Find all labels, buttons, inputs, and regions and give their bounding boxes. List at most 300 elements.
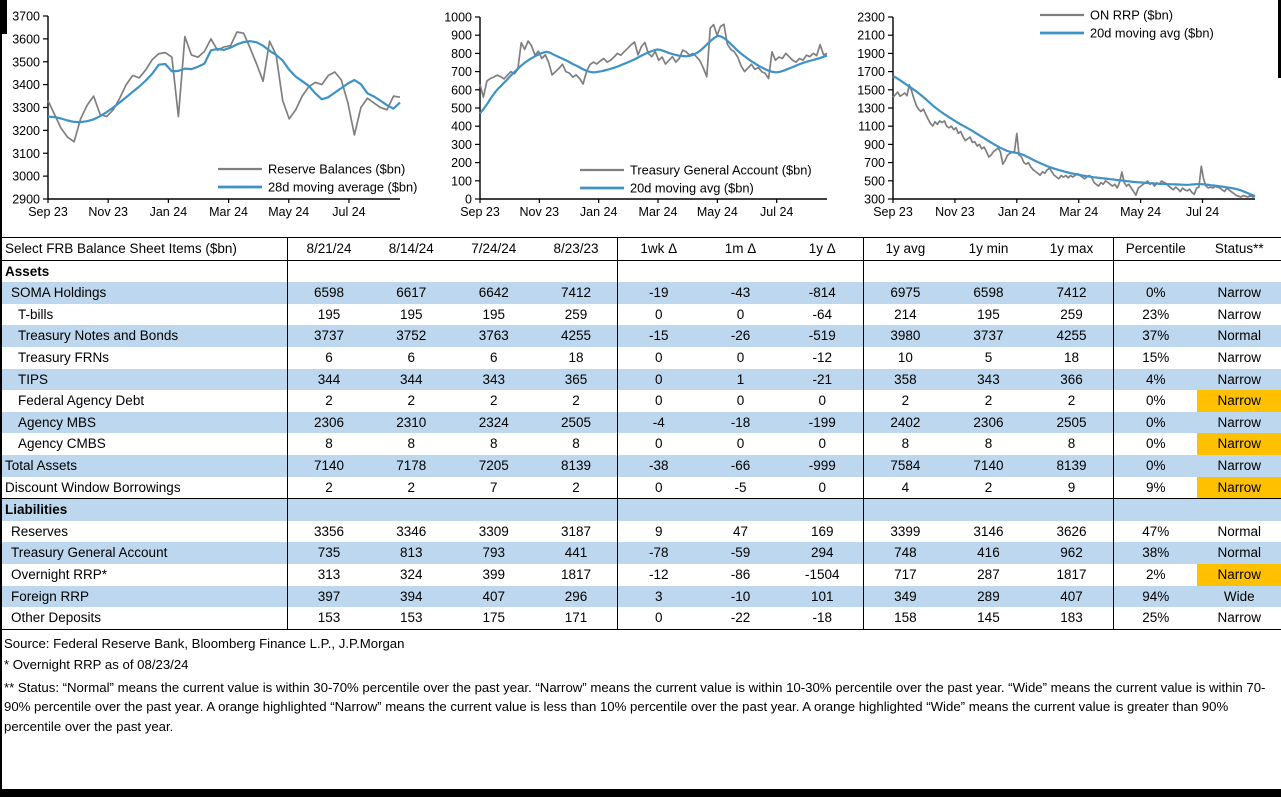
value-cell: 6975 (864, 282, 947, 304)
value-cell: 1 (700, 369, 782, 391)
value-cell (782, 499, 864, 521)
value-cell: 171 (564, 610, 588, 626)
value-cell: 6598 (288, 282, 371, 304)
table-row (1, 542, 1281, 564)
row-label: Agency CMBS (18, 436, 106, 452)
value-cell: 7412 (535, 282, 618, 304)
row-label: Overnight RRP* (11, 566, 108, 582)
frb-balance-sheet-table (0, 237, 1281, 630)
value-cell: -12 (618, 564, 700, 586)
value-cell: 3146 (973, 523, 1004, 539)
table-header-row (1, 238, 1281, 261)
row-label: T-bills (18, 306, 54, 322)
column-header: 1y min (968, 241, 1009, 257)
value-cell: 397 (288, 586, 371, 608)
value-cell: 214 (864, 304, 947, 326)
table-row (1, 521, 1281, 543)
value-cell: 158 (864, 607, 947, 629)
status-cell: Narrow (1217, 610, 1261, 626)
value-cell: 94% (1113, 586, 1197, 608)
series-line (48, 32, 400, 142)
value-cell: -5 (734, 479, 747, 495)
value-cell: 0 (618, 304, 700, 326)
treasury-general-account-chart (430, 0, 855, 235)
value-cell: 0 (736, 436, 745, 452)
value-cell: 0 (618, 369, 700, 391)
value-cell: 2 (489, 393, 498, 409)
value-cell: 366 (1030, 369, 1113, 391)
value-cell: 6 (407, 350, 415, 366)
value-cell: 748 (864, 542, 947, 564)
row-label: TIPS (1, 369, 288, 391)
value-cell: 8 (572, 436, 580, 452)
reserve-balances-chart-box (0, 0, 430, 237)
y-tick-label: 3000 (12, 169, 40, 184)
value-cell: -21 (782, 369, 864, 391)
x-tick-label: Mar 24 (1059, 205, 1099, 219)
value-cell: -38 (618, 455, 700, 477)
column-header: 1y avg (864, 238, 947, 261)
value-cell: 3737 (947, 325, 1030, 347)
row-label: Treasury Notes and Bonds (1, 325, 288, 347)
status-cell: Normal (1217, 523, 1261, 539)
y-tick-label: 3400 (12, 78, 40, 93)
y-tick-label: 800 (451, 46, 472, 61)
value-cell: 47% (1113, 521, 1197, 543)
y-tick-label: 3100 (12, 146, 40, 161)
legend-label: Treasury General Account ($bn) (630, 162, 812, 178)
value-cell: 8 (288, 433, 371, 455)
value-cell: 349 (864, 586, 947, 608)
value-cell (453, 260, 536, 282)
value-cell: 15% (1113, 347, 1197, 369)
value-cell: 2 (407, 393, 415, 409)
row-label: Treasury General Account (1, 542, 288, 564)
y-tick-label: 3300 (12, 101, 40, 115)
legend-label: 28d moving average ($bn) (268, 179, 418, 195)
value-cell: 287 (977, 566, 1000, 582)
value-cell: 101 (782, 586, 864, 608)
y-tick-label: 1900 (857, 46, 885, 61)
page-edge-left (0, 0, 2, 797)
row-label: Foreign RRP (1, 586, 288, 608)
x-tick-label: Mar 24 (638, 205, 678, 219)
value-cell: 7412 (1030, 282, 1113, 304)
value-cell (1113, 499, 1197, 521)
y-tick-label: 300 (451, 137, 472, 152)
status-cell (1197, 499, 1281, 521)
value-cell: 343 (947, 369, 1030, 391)
value-cell: 9 (618, 521, 700, 543)
value-cell: 793 (453, 542, 536, 564)
y-tick-label: 3200 (12, 123, 40, 138)
value-cell: 37% (1113, 325, 1197, 347)
value-cell (700, 499, 782, 521)
value-cell: 0 (618, 477, 700, 499)
value-cell: 407 (1030, 586, 1113, 608)
value-cell (947, 260, 1030, 282)
y-tick-label: 2300 (857, 10, 885, 25)
column-header: 1y Δ (808, 241, 836, 257)
value-cell: 2402 (864, 412, 947, 434)
x-tick-label: Mar 24 (209, 205, 249, 219)
legend-label: 20d moving avg ($bn) (1090, 25, 1214, 41)
y-tick-label: 300 (864, 192, 885, 207)
series-line (480, 24, 827, 97)
x-tick-label: Sep 23 (460, 205, 500, 219)
value-cell: 5 (984, 350, 993, 366)
value-cell: 8 (984, 436, 993, 452)
value-cell: 3626 (1056, 523, 1087, 539)
value-cell: 0 (618, 390, 700, 412)
y-tick-label: 3500 (12, 55, 40, 70)
value-cell: 2306 (947, 412, 1030, 434)
value-cell (864, 260, 947, 282)
y-tick-label: 2100 (857, 28, 885, 43)
status-cell: Normal (1197, 325, 1281, 347)
value-cell: -22 (730, 610, 751, 626)
column-header: 8/21/24 (288, 238, 371, 261)
value-cell: -10 (700, 586, 782, 608)
row-label: Reserves (11, 523, 69, 539)
value-cell: 7140 (947, 455, 1030, 477)
value-cell: 416 (947, 542, 1030, 564)
row-label: Liabilities (1, 499, 288, 521)
value-cell: 195 (977, 306, 1000, 322)
value-cell: 2 (572, 393, 580, 409)
value-cell: 169 (810, 523, 834, 539)
value-cell: 7140 (288, 455, 371, 477)
value-cell: 0 (736, 393, 745, 409)
value-cell: 0 (818, 479, 826, 495)
status-cell: Narrow (1197, 390, 1281, 412)
status-cell: Narrow (1197, 477, 1281, 499)
value-cell: 3309 (478, 523, 509, 539)
status-cell: Narrow (1197, 282, 1281, 304)
footnotes (0, 630, 1281, 737)
value-cell: 7 (489, 479, 498, 495)
y-tick-label: 1700 (857, 65, 885, 80)
y-tick-label: 600 (451, 83, 472, 98)
column-header: 8/14/24 (388, 241, 434, 257)
value-cell: 259 (564, 306, 588, 322)
value-cell: 2505 (535, 412, 618, 434)
value-cell: 25% (1113, 607, 1197, 629)
value-cell (618, 499, 700, 521)
value-cell: -1504 (804, 566, 840, 582)
value-cell: -86 (730, 566, 751, 582)
value-cell: 8 (1067, 436, 1076, 452)
value-cell: -15 (618, 325, 700, 347)
value-cell: 0% (1113, 433, 1197, 455)
value-cell: 3346 (396, 523, 427, 539)
value-cell: 3737 (288, 325, 371, 347)
value-cell: 407 (453, 586, 536, 608)
y-tick-label: 1100 (858, 119, 885, 134)
x-tick-label: Nov 23 (88, 205, 128, 219)
value-cell: 145 (977, 610, 1000, 626)
x-tick-label: May 24 (696, 205, 738, 219)
value-cell (288, 260, 371, 282)
value-cell: -999 (782, 455, 864, 477)
value-cell (700, 260, 782, 282)
value-cell: 399 (482, 566, 506, 582)
row-label: Treasury FRNs (18, 350, 110, 366)
row-label: SOMA Holdings (1, 282, 288, 304)
value-cell: 175 (482, 610, 506, 626)
value-cell: 259 (1060, 306, 1083, 322)
value-cell: 7178 (370, 455, 453, 477)
value-cell: -64 (812, 306, 832, 322)
legend-label: Reserve Balances ($bn) (268, 161, 406, 177)
value-cell: 195 (482, 306, 506, 322)
reserve-balances-chart (0, 0, 430, 235)
value-cell: 8139 (535, 455, 618, 477)
table-row (1, 347, 1281, 369)
column-header: 8/23/23 (553, 241, 599, 257)
value-cell: 0 (818, 393, 826, 409)
x-tick-label: Jan 24 (998, 205, 1036, 219)
value-cell (535, 499, 618, 521)
value-cell: 2324 (453, 412, 536, 434)
table-row (1, 564, 1281, 586)
y-tick-label: 900 (451, 28, 472, 43)
value-cell: 289 (947, 586, 1030, 608)
y-tick-label: 500 (451, 101, 472, 116)
value-cell (370, 260, 453, 282)
value-cell: 8 (864, 433, 947, 455)
row-label: Other Deposits (11, 610, 102, 626)
value-cell: -519 (782, 325, 864, 347)
value-cell: -26 (700, 325, 782, 347)
overnight-rrp-footnote: * Overnight RRP as of 08/23/24 (4, 656, 189, 672)
value-cell (288, 499, 371, 521)
value-cell: 0% (1113, 390, 1197, 412)
table-row (1, 260, 1281, 282)
value-cell: 10 (864, 347, 947, 369)
x-tick-label: Nov 23 (935, 205, 975, 219)
row-label: Federal Agency Debt (18, 393, 145, 409)
value-cell: 962 (1030, 542, 1113, 564)
value-cell (1030, 260, 1113, 282)
value-cell (618, 260, 700, 282)
value-cell: 717 (864, 564, 947, 586)
value-cell: 3187 (560, 523, 592, 539)
column-header: 7/24/24 (471, 241, 517, 257)
status-cell: Narrow (1197, 433, 1281, 455)
x-tick-label: Jul 24 (760, 205, 794, 219)
value-cell: 294 (782, 542, 864, 564)
value-cell (370, 499, 453, 521)
value-cell: 195 (288, 304, 371, 326)
on-rrp-chart-box (855, 0, 1281, 237)
status-cell: Narrow (1197, 564, 1281, 586)
value-cell: 2310 (370, 412, 453, 434)
row-label: Agency MBS (1, 412, 288, 434)
status-cell: Narrow (1197, 455, 1281, 477)
value-cell: 0 (618, 347, 700, 369)
value-cell: 7584 (864, 455, 947, 477)
value-cell: 8139 (1030, 455, 1113, 477)
table-row (1, 433, 1281, 455)
value-cell: 343 (453, 369, 536, 391)
value-cell: -66 (700, 455, 782, 477)
value-cell (453, 499, 536, 521)
y-tick-label: 700 (451, 65, 472, 80)
x-tick-label: Jul 24 (332, 205, 366, 219)
value-cell: 0% (1113, 282, 1197, 304)
value-cell: 2 (572, 479, 580, 495)
value-cell: 3763 (453, 325, 536, 347)
value-cell: 195 (399, 306, 423, 322)
on-rrp-chart (855, 0, 1281, 235)
page-edge-bottom (0, 789, 1281, 797)
value-cell: 6 (489, 350, 498, 366)
value-cell: -59 (700, 542, 782, 564)
value-cell: 2 (288, 390, 371, 412)
table-body (1, 260, 1281, 629)
column-header: 1y max (1049, 241, 1094, 257)
value-cell: 8 (407, 436, 415, 452)
value-cell: 9 (1067, 479, 1076, 495)
table-row (1, 282, 1281, 304)
column-header: Status** (1214, 241, 1264, 257)
column-header: Select FRB Balance Sheet Items ($bn) (5, 241, 237, 257)
value-cell: 18 (1064, 350, 1080, 366)
value-cell: 2% (1113, 564, 1197, 586)
y-tick-label: 100 (451, 174, 472, 189)
value-cell: 313 (288, 564, 371, 586)
y-tick-label: 700 (864, 156, 885, 171)
value-cell (782, 260, 864, 282)
value-cell: 3 (618, 586, 700, 608)
value-cell: 3399 (864, 521, 947, 543)
value-cell: 153 (399, 610, 423, 626)
value-cell: 296 (535, 586, 618, 608)
value-cell: 344 (288, 369, 371, 391)
value-cell: 9% (1113, 477, 1197, 499)
status-cell: Narrow (1197, 412, 1281, 434)
value-cell: 4255 (1030, 325, 1113, 347)
status-cell: Narrow (1217, 306, 1261, 322)
value-cell: 441 (535, 542, 618, 564)
y-tick-label: 3700 (12, 9, 40, 24)
charts-row (0, 0, 1281, 237)
value-cell: 0 (736, 306, 745, 322)
value-cell: 2 (984, 393, 993, 409)
source-note: Source: Federal Reserve Bank, Bloomberg Finance L.P., J.P.Morgan (4, 635, 405, 651)
value-cell: 0% (1113, 455, 1197, 477)
value-cell: 1817 (560, 566, 592, 582)
table-row (1, 455, 1281, 477)
value-cell: 0 (618, 607, 700, 629)
table-row (1, 607, 1281, 629)
value-cell: 358 (864, 369, 947, 391)
value-cell: -19 (618, 282, 700, 304)
column-header: Percentile (1113, 238, 1197, 261)
x-tick-label: Jul 24 (1185, 205, 1220, 219)
value-cell (1030, 499, 1113, 521)
value-cell: -18 (812, 610, 832, 626)
value-cell: 4 (864, 477, 947, 499)
value-cell: 0 (618, 433, 700, 455)
value-cell: 6 (288, 347, 371, 369)
table-row (1, 325, 1281, 347)
y-tick-label: 3600 (12, 32, 40, 47)
value-cell (864, 499, 947, 521)
y-tick-label: 1500 (857, 83, 885, 98)
value-cell: 813 (370, 542, 453, 564)
legend-label: ON RRP ($bn) (1090, 7, 1173, 23)
value-cell: 2 (288, 477, 371, 499)
value-cell: 3752 (370, 325, 453, 347)
y-tick-label: 0 (465, 192, 472, 207)
value-cell: 18 (568, 350, 584, 366)
x-tick-label: Nov 23 (519, 205, 560, 219)
value-cell: 324 (399, 566, 423, 582)
value-cell: 0% (1113, 412, 1197, 434)
x-tick-label: May 24 (1120, 205, 1162, 219)
column-header: 1m Δ (724, 241, 757, 257)
value-cell: -18 (700, 412, 782, 434)
value-cell (947, 499, 1030, 521)
table-header (1, 238, 1281, 261)
x-tick-label: Sep 23 (28, 205, 68, 219)
value-cell: 8 (489, 436, 498, 452)
value-cell: 0 (818, 436, 826, 452)
value-cell: 365 (535, 369, 618, 391)
y-tick-label: 1300 (857, 101, 885, 116)
value-cell: 2306 (288, 412, 371, 434)
status-definition-footnote: ** Status: “Normal” means the current value is within 30-70% percentile over the past year. “Narrow” means the current value is within 10-30% percentile over the past year. “Wide” means the current value is within 70-90% percentile over the past year. A orange highlighted “Narrow” means the current value is less than 10% percentile over the past year. A orange highlighted “Wide” means the current value is greater than 90% percentile over the past year. (4, 679, 1266, 735)
y-tick-label: 500 (864, 174, 885, 189)
y-tick-label: 400 (451, 119, 472, 134)
x-tick-label: Jan 24 (149, 205, 188, 219)
table-row (1, 304, 1281, 326)
value-cell: 7205 (453, 455, 536, 477)
status-cell: Normal (1197, 542, 1281, 564)
value-cell: 2 (864, 390, 947, 412)
value-cell: 2 (407, 479, 415, 495)
row-label: Discount Window Borrowings (5, 479, 181, 495)
value-cell: -4 (618, 412, 700, 434)
y-tick-label: 200 (451, 156, 472, 171)
value-cell (535, 260, 618, 282)
y-tick-label: 2900 (12, 192, 40, 207)
value-cell: 2 (984, 479, 993, 495)
table-row (1, 586, 1281, 608)
status-cell: Narrow (1197, 369, 1281, 391)
value-cell: 3356 (288, 521, 371, 543)
value-cell: -43 (700, 282, 782, 304)
value-cell: 2 (1067, 393, 1076, 409)
x-tick-label: May 24 (268, 205, 310, 219)
x-tick-label: Sep 23 (873, 205, 913, 219)
value-cell: 735 (288, 542, 371, 564)
value-cell: 344 (370, 369, 453, 391)
value-cell: 47 (732, 523, 749, 539)
value-cell (1113, 260, 1197, 282)
value-cell: 394 (370, 586, 453, 608)
row-label: Assets (5, 263, 50, 279)
value-cell: 153 (288, 607, 371, 629)
value-cell: 6642 (453, 282, 536, 304)
value-cell: -199 (782, 412, 864, 434)
value-cell: -814 (782, 282, 864, 304)
value-cell: -78 (618, 542, 700, 564)
value-cell: 2505 (1030, 412, 1113, 434)
status-cell: Narrow (1217, 350, 1261, 366)
